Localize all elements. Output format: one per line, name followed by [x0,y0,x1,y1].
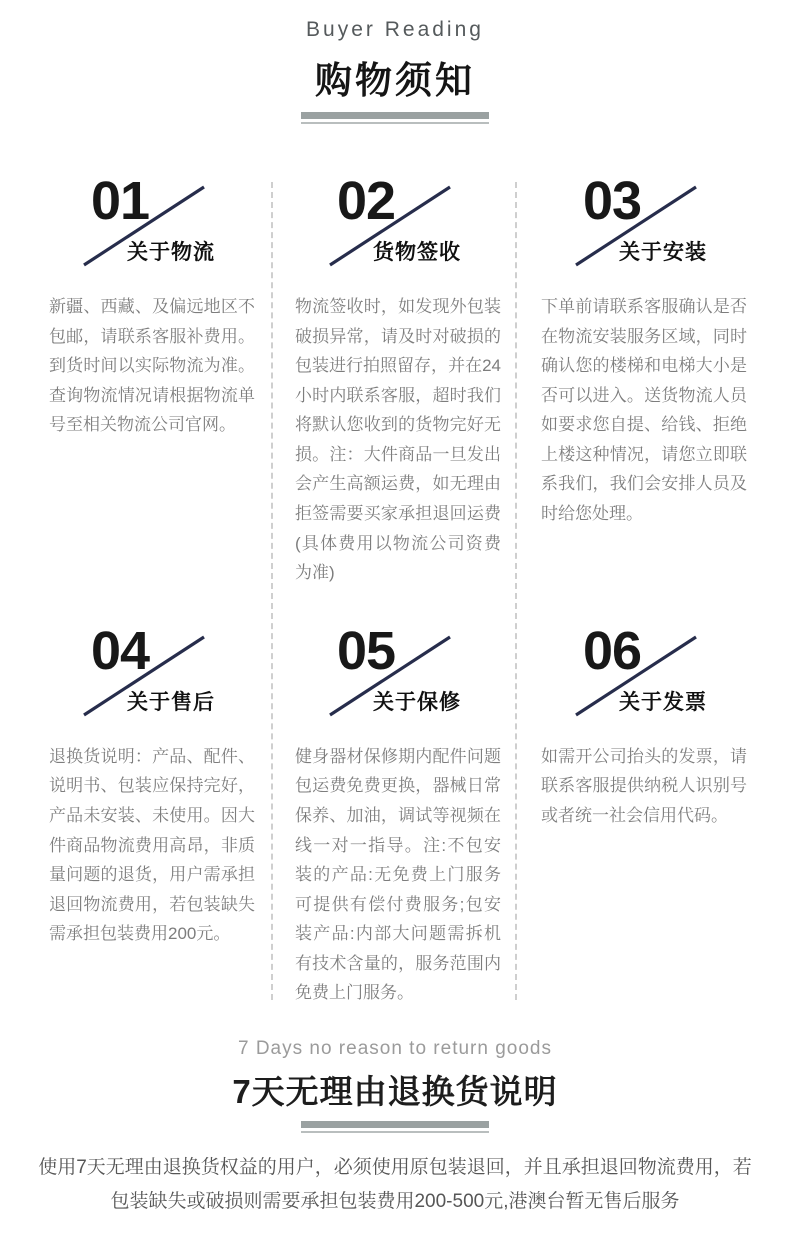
section-goods-receipt-head [309,171,487,266]
section-number: 05 [337,620,396,681]
section-number: 03 [583,171,642,231]
section-title: 关于物流 [127,241,215,264]
section-installation [521,171,767,588]
section-after-sales [29,620,275,1008]
footer-thin-rule [301,1131,489,1133]
page-header [0,18,790,124]
section-goods-receipt [275,171,521,588]
section-title: 关于售后 [127,690,215,714]
section-invoice-head [555,620,733,716]
section-title: 关于发票 [619,690,707,714]
section-body: 退换货说明：产品、配件、说明书、包装应保持完好，产品未安装、未使用。因大件商品物流费用高昂，非质量问题的退货，用户需承担退回物流费用，若包装缺失需承担包装费用200元。 [49,746,255,944]
section-logistics-head [63,171,241,266]
return-policy-title: 7天无理由退换货说明 [232,1072,558,1110]
section-warranty [275,620,521,1008]
header-thick-rule [301,112,489,119]
footer-thick-rule [301,1121,489,1128]
return-policy-eyebrow: 7 Days no reason to return goods [237,1037,552,1059]
section-logistics [29,171,275,588]
return-policy-note: 使用7天无理由退换货权益的用户，必须使用原包装退回，并且承担退回物流费用，若包装缺失或破损则需要承担包装费用200-500元,港澳台暂无售后服务 [38,1156,752,1212]
section-title: 货物签收 [373,241,461,264]
section-invoice [521,620,767,1008]
section-warranty-head [309,620,487,716]
section-body: 新疆、西藏、及偏远地区不包邮，请联系客服补费用。到货时间以实际物流为准。查询物流情况请根据物流单号至相关物流公司官网。 [49,297,255,435]
notice-grid [29,171,761,1008]
section-number: 06 [583,620,642,681]
section-number: 01 [91,171,150,231]
section-number: 04 [91,620,150,681]
column-divider-left [271,182,273,1000]
return-policy-section [0,1038,790,1237]
section-body: 如需开公司抬头的发票，请联系客服提供纳税人识别号或者统一社会信用代码。 [541,746,747,825]
section-body: 下单前请联系客服确认是否在物流安装服务区域，同时确认您的楼梯和电梯大小是否可以进入。送货物流人员如要求您自提、给钱、拒绝上楼这种情况，请您立即联系我们，我们会安排人员及时给您处理。 [541,297,747,524]
section-body: 健身器材保修期内配件问题包运费免费更换，器械日常保养、加油，调试等视频在线一对一指导。注:不包安装的产品:无免费上门服务可提供有偿付费服务;包安装产品:内部大问题需拆机有技术含量的，服务范围内免费上门服务。 [295,746,501,1003]
header-thin-rule [301,122,489,124]
section-after-sales-head [63,620,241,716]
section-title: 关于安装 [619,241,707,264]
section-title: 关于保修 [373,690,461,714]
section-body: 物流签收时，如发现外包装破损异常，请及时对破损的包装进行拍照留存，并在24小时内联系客服，超时我们将默认您收到的货物完好无损。注：大件商品一旦发出会产生高额运费，如无理由拒签需要买家承担退回运费(具体费用以物流公司资费为准) [295,297,501,583]
header-eyebrow: Buyer Reading [306,18,484,41]
section-number: 02 [337,171,396,231]
page-title: 购物须知 [315,60,475,101]
column-divider-right [515,182,517,1000]
section-installation-head [555,171,733,266]
